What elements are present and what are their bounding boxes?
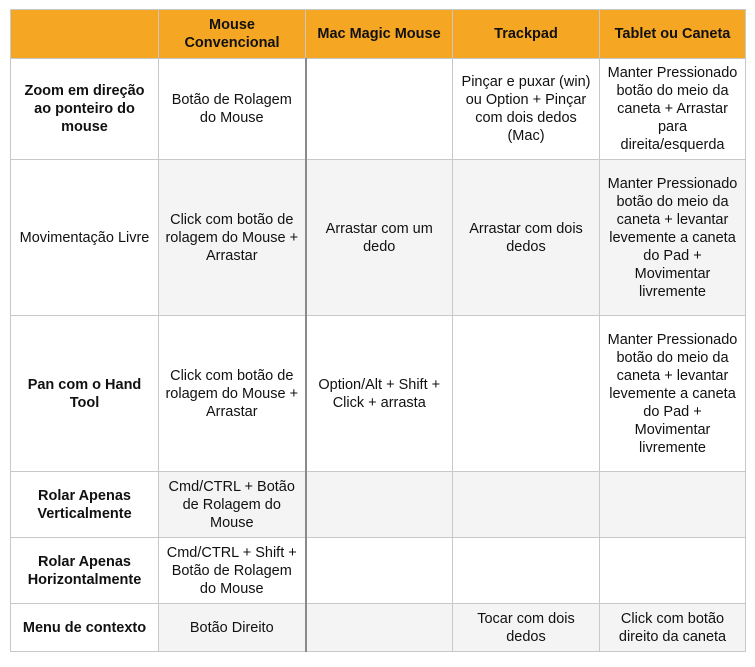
header-row [11,10,746,59]
table-cell: Cmd/CTRL + Botão de Rolagem do Mouse [159,472,306,538]
table-cell: Arrastar com dois dedos [453,160,600,316]
table-cell [453,316,600,472]
row-label-context-menu: Menu de contexto [11,604,159,652]
row-label-pan: Pan com o Hand Tool [11,316,159,472]
table-row [11,316,746,472]
table-cell: Arrastar com um dedo [306,160,453,316]
table-cell [453,538,600,604]
table-cell: Manter Pressionado botão do meio da caneta + levantar levemente a caneta do Pad + Movimentar livremente [600,316,746,472]
table-cell: Click com botão de rolagem do Mouse + Arrastar [159,160,306,316]
table-cell [306,604,453,652]
row-label-scroll-horizontal: Rolar Apenas Horizontalmente [11,538,159,604]
table-cell [600,538,746,604]
table-cell: Option/Alt + Shift + Click + arrasta [306,316,453,472]
table-cell [453,472,600,538]
header-mouse: Mouse Convencional [159,10,306,59]
header-tablet: Tablet ou Caneta [600,10,746,59]
table-cell: Pinçar e puxar (win) ou Option + Pinçar com dois dedos (Mac) [453,59,600,160]
table-cell [306,472,453,538]
table-cell: Tocar com dois dedos [453,604,600,652]
table-cell: Click com botão de rolagem do Mouse + Arrastar [159,316,306,472]
header-magic-mouse: Mac Magic Mouse [306,10,453,59]
table-cell [600,472,746,538]
table-cell: Manter Pressionado botão do meio da caneta + Arrastar para direita/esquerda [600,59,746,160]
row-label-zoom: Zoom em direção ao ponteiro do mouse [11,59,159,160]
table-row [11,59,746,160]
shortcut-table [10,9,746,652]
table-cell: Botão Direito [159,604,306,652]
table-cell: Manter Pressionado botão do meio da caneta + levantar levemente a caneta do Pad + Movimentar livremente [600,160,746,316]
table-cell: Cmd/CTRL + Shift + Botão de Rolagem do Mouse [159,538,306,604]
table-cell [306,59,453,160]
table-row [11,472,746,538]
table-cell: Click com botão direito da caneta [600,604,746,652]
header-corner [11,10,159,59]
row-label-scroll-vertical: Rolar Apenas Verticalmente [11,472,159,538]
table-row [11,604,746,652]
table-cell: Botão de Rolagem do Mouse [159,59,306,160]
table-row [11,160,746,316]
table-cell [306,538,453,604]
header-trackpad: Trackpad [453,10,600,59]
row-label-free-move: Movimentação Livre [11,160,159,316]
table-row [11,538,746,604]
shortcut-table-container [10,9,746,652]
